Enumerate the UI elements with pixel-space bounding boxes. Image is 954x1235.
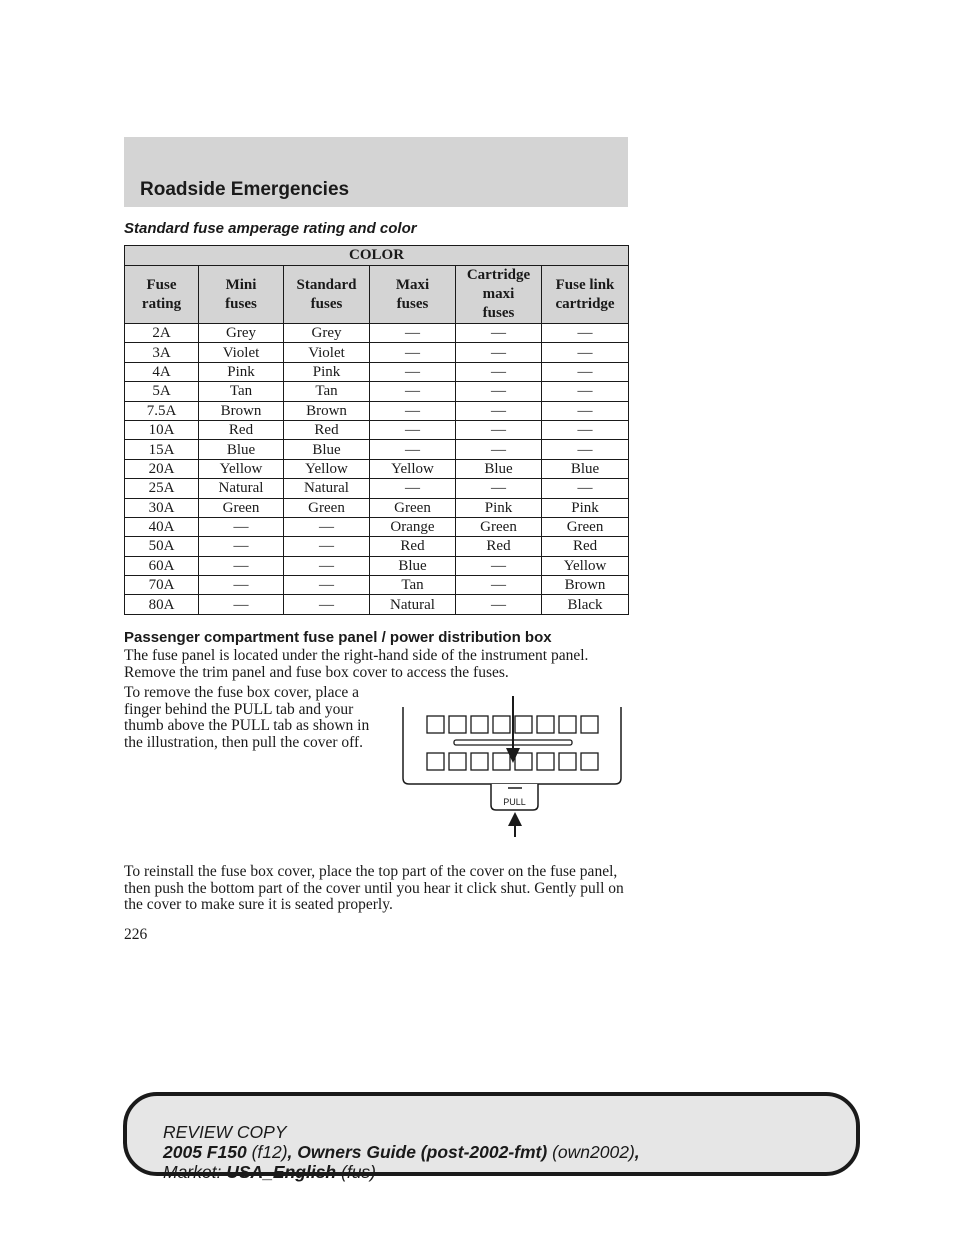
table-cell: Green <box>456 517 542 536</box>
table-caption: Standard fuse amperage rating and color <box>124 220 417 237</box>
table-cell: Green <box>542 517 629 536</box>
page-number: 226 <box>124 926 148 943</box>
table-cell: — <box>542 440 629 459</box>
table-cell: Black <box>542 595 629 614</box>
table-cell: Yellow <box>284 459 370 478</box>
table-row <box>125 576 629 595</box>
fuse-slot <box>559 753 576 770</box>
table-cell: 2A <box>125 324 199 343</box>
table-cell: 10A <box>125 420 199 439</box>
table-cell: — <box>370 382 456 401</box>
table-cell: — <box>199 576 284 595</box>
table-cell: — <box>456 401 542 420</box>
table-cell: — <box>370 324 456 343</box>
fuse-slot <box>537 716 554 733</box>
table-row <box>125 382 629 401</box>
column-header-standard-fuses: Standard fuses <box>284 266 370 324</box>
fuse-slot <box>581 753 598 770</box>
table-cell: — <box>284 595 370 614</box>
pull-arrow-head <box>508 812 522 826</box>
table-row <box>125 556 629 575</box>
pull-tab-label: PULL <box>503 797 526 807</box>
column-header-fuse-rating: Fuse rating <box>125 266 199 324</box>
fuse-slot <box>515 753 532 770</box>
table-cell: 4A <box>125 362 199 381</box>
table-cell: — <box>456 576 542 595</box>
fuse-slot <box>449 753 466 770</box>
table-cell: 80A <box>125 595 199 614</box>
table-row <box>125 479 629 498</box>
table-cell: Red <box>370 537 456 556</box>
table-cell: Pink <box>542 498 629 517</box>
column-header-fuse-link-cartridge: Fuse link cartridge <box>542 266 629 324</box>
table-cell: — <box>456 343 542 362</box>
fuse-slot <box>493 753 510 770</box>
table-row <box>125 595 629 614</box>
table-cell: — <box>456 479 542 498</box>
fuse-slot <box>537 753 554 770</box>
table-row <box>125 498 629 517</box>
table-cell: — <box>284 517 370 536</box>
table-cell: Green <box>199 498 284 517</box>
table-row <box>125 343 629 362</box>
table-cell: Blue <box>284 440 370 459</box>
table-cell: Pink <box>199 362 284 381</box>
table-cell: — <box>370 440 456 459</box>
table-cell: 70A <box>125 576 199 595</box>
table-cell: Brown <box>542 576 629 595</box>
table-cell: Blue <box>542 459 629 478</box>
table-cell: — <box>370 362 456 381</box>
table-cell: — <box>370 343 456 362</box>
fuse-slot <box>471 716 488 733</box>
table-row <box>125 440 629 459</box>
table-cell: Pink <box>284 362 370 381</box>
paragraph-remove-cover: To remove the fuse box cover, place a finger behind the PULL tab and your thumb above the PULL tab as shown in the illustration, then pull the cover off. <box>124 684 370 751</box>
table-cell: — <box>370 479 456 498</box>
table-cell: Blue <box>199 440 284 459</box>
table-cell: — <box>542 479 629 498</box>
table-cell: Orange <box>370 517 456 536</box>
table-cell: Yellow <box>542 556 629 575</box>
table-cell: Yellow <box>199 459 284 478</box>
table-cell: 7.5A <box>125 401 199 420</box>
table-cell: — <box>456 420 542 439</box>
table-cell: 3A <box>125 343 199 362</box>
table-cell: Grey <box>199 324 284 343</box>
table-group-header: COLOR <box>125 246 629 266</box>
table-cell: 15A <box>125 440 199 459</box>
table-cell: — <box>542 420 629 439</box>
table-cell: — <box>456 556 542 575</box>
table-row <box>125 324 629 343</box>
table-cell: — <box>199 537 284 556</box>
table-cell: Blue <box>370 556 456 575</box>
table-cell: — <box>542 401 629 420</box>
table-body <box>125 324 629 615</box>
section-header-bar <box>124 137 628 207</box>
table-cell: Brown <box>284 401 370 420</box>
fuse-slot <box>427 753 444 770</box>
section-heading: Passenger compartment fuse panel / power distribution box <box>124 629 552 646</box>
table-cell: — <box>199 517 284 536</box>
fuse-slot <box>493 716 510 733</box>
table-cell: Natural <box>370 595 456 614</box>
table-cell: Tan <box>199 382 284 401</box>
fuse-slot <box>581 716 598 733</box>
table-cell: — <box>370 401 456 420</box>
table-cell: — <box>456 362 542 381</box>
fuse-box-cover-illustration <box>398 692 628 842</box>
table-row <box>125 517 629 536</box>
table-cell: Grey <box>284 324 370 343</box>
fuse-slot <box>559 716 576 733</box>
table-cell: Yellow <box>370 459 456 478</box>
table-cell: — <box>199 595 284 614</box>
table-cell: Green <box>370 498 456 517</box>
table-cell: Green <box>284 498 370 517</box>
table-row <box>125 537 629 556</box>
table-row <box>125 362 629 381</box>
table-cell: — <box>456 382 542 401</box>
table-cell: Violet <box>284 343 370 362</box>
table-cell: 5A <box>125 382 199 401</box>
section-title: Roadside Emergencies <box>140 179 350 200</box>
table-cell: — <box>456 440 542 459</box>
table-cell: Red <box>542 537 629 556</box>
fuse-slot <box>449 716 466 733</box>
table-cell: — <box>370 420 456 439</box>
footer-market-line: Market: USA_English (fus) <box>163 1162 376 1182</box>
paragraph-reinstall-cover: To reinstall the fuse box cover, place the top part of the cover on the fuse panel, then push the bottom part of the cover until you hear it click shut. Gently pull on the cover to make sure it is seated properly. <box>124 863 624 913</box>
table-cell: Violet <box>199 343 284 362</box>
table-cell: 40A <box>125 517 199 536</box>
table-cell: Red <box>199 420 284 439</box>
table-row <box>125 459 629 478</box>
table-cell: — <box>456 324 542 343</box>
fuse-slot <box>515 716 532 733</box>
table-cell: 50A <box>125 537 199 556</box>
table-cell: — <box>199 556 284 575</box>
table-cell: Brown <box>199 401 284 420</box>
table-cell: 25A <box>125 479 199 498</box>
table-cell: Tan <box>370 576 456 595</box>
fuse-slot <box>427 716 444 733</box>
table-cell: 20A <box>125 459 199 478</box>
table-cell: Natural <box>199 479 284 498</box>
table-cell: 60A <box>125 556 199 575</box>
table-cell: — <box>284 556 370 575</box>
table-cell: 30A <box>125 498 199 517</box>
column-header-mini-fuses: Mini fuses <box>199 266 284 324</box>
table-cell: Red <box>456 537 542 556</box>
fuse-color-table <box>124 245 629 615</box>
table-cell: — <box>542 362 629 381</box>
footer-guide-line: 2005 F150 (f12), Owners Guide (post-2002-fmt) (own2002), <box>163 1142 640 1162</box>
table-row <box>125 401 629 420</box>
table-cell: — <box>542 382 629 401</box>
table-cell: Red <box>284 420 370 439</box>
table-cell: — <box>542 324 629 343</box>
table-cell: — <box>284 576 370 595</box>
table-cell: — <box>456 595 542 614</box>
review-copy-footer <box>123 1092 860 1182</box>
table-row <box>125 420 629 439</box>
table-cell: — <box>284 537 370 556</box>
footer-review-copy: REVIEW COPY <box>163 1122 287 1142</box>
fuse-slot <box>471 753 488 770</box>
table-cell: Pink <box>456 498 542 517</box>
column-header-maxi-fuses: Maxi fuses <box>370 266 456 324</box>
table-cell: Tan <box>284 382 370 401</box>
table-cell: Natural <box>284 479 370 498</box>
table-cell: Blue <box>456 459 542 478</box>
paragraph-fuse-panel-location: The fuse panel is located under the right-hand side of the instrument panel. Remove the trim panel and fuse box cover to access the fuses. <box>124 647 589 681</box>
column-header-cartridge-maxi-fuses: Cartridge maxi fuses <box>456 266 542 324</box>
table-cell: — <box>542 343 629 362</box>
